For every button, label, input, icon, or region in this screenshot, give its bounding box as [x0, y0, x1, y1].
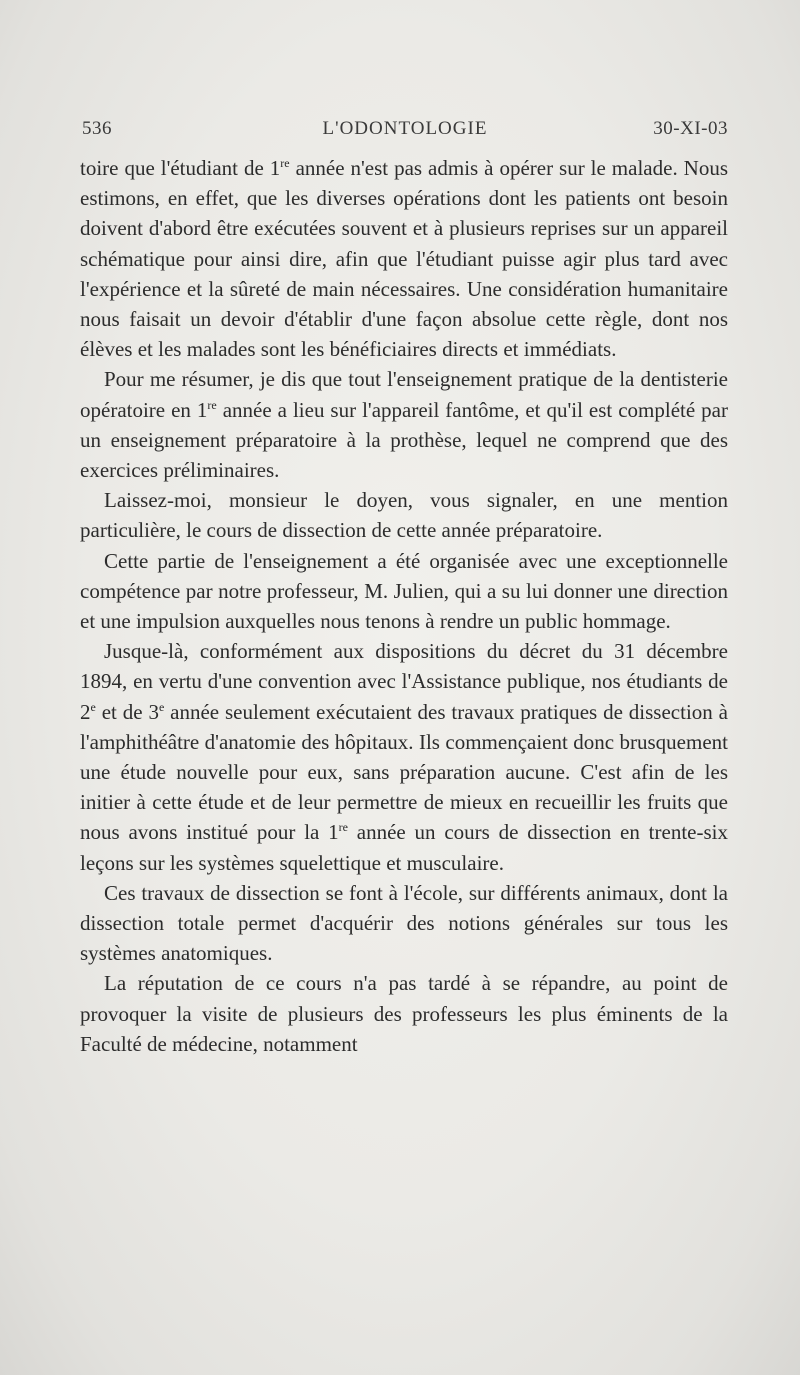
paragraph: Laissez-moi, monsieur le doyen, vous signaler, en une mention particulière, le cours de dissection de cette année préparatoire.	[80, 488, 728, 543]
paragraph: Pour me résumer, je dis que tout l'enseignement pratique de la dentisterie opératoire en 1re année a lieu sur l'appareil fantôme, et qu'il est complété par un enseignement préparatoire à la prothèse, lequel ne comprend que des exercices préliminaires.	[80, 367, 728, 483]
paragraph: La réputation de ce cours n'a pas tardé à se répandre, au point de provoquer la visite de plusieurs des professeurs les plus éminents de la Faculté de médecine, notamment	[80, 971, 728, 1056]
body-text	[80, 153, 728, 1059]
running-header	[82, 118, 728, 146]
paragraph: Ces travaux de dissection se font à l'école, sur différents animaux, dont la dissection totale permet d'acquérir des notions générales sur tous les systèmes anatomiques.	[80, 880, 728, 966]
paragraph: Jusque-là, conformément aux dispositions du décret du 31 décembre 1894, en vertu d'une convention avec l'Assistance publique, nos étudiants de 2e et de 3e année seulement exécutaient des travaux pratiques de dissection à l'amphithéâtre d'anatomie des hôpitaux. Ils commençaient donc brusquement une étude nouvelle pour eux, sans préparation aucune. C'est afin de les initier à cette étude et de leur permettre de mieux en recueillir les fruits que nous avons institué pour la 1re année un cours de dissection en trente-six leçons sur les systèmes squelettique et musculaire.	[80, 639, 728, 875]
issue-date: 30-XI-03	[653, 118, 728, 139]
paragraph: Cette partie de l'enseignement a été organisée avec une exceptionnelle compétence par notre professeur, M. Julien, qui a su lui donner une direction et une impulsion auxquelles nous tenons à rendre un public hommage.	[80, 548, 728, 634]
paragraph: toire que l'étudiant de 1re année n'est pas admis à opérer sur le malade. Nous estimons, en effet, que les diverses opérations dont les patients ont besoin doivent d'abord être exécutées souvent et à plusieurs reprises sur un appareil schématique pour ainsi dire, afin que l'étudiant puisse agir plus tard avec l'expérience et la sûreté de main nécessaires. Une considération humanitaire nous faisait un devoir d'établir d'une façon absolue cette règle, dont nos élèves et les malades sont les bénéficiaires directs et immédiats.	[80, 156, 728, 362]
page-number: 536	[82, 118, 112, 139]
running-title: L'ODONTOLOGIE	[322, 118, 488, 139]
